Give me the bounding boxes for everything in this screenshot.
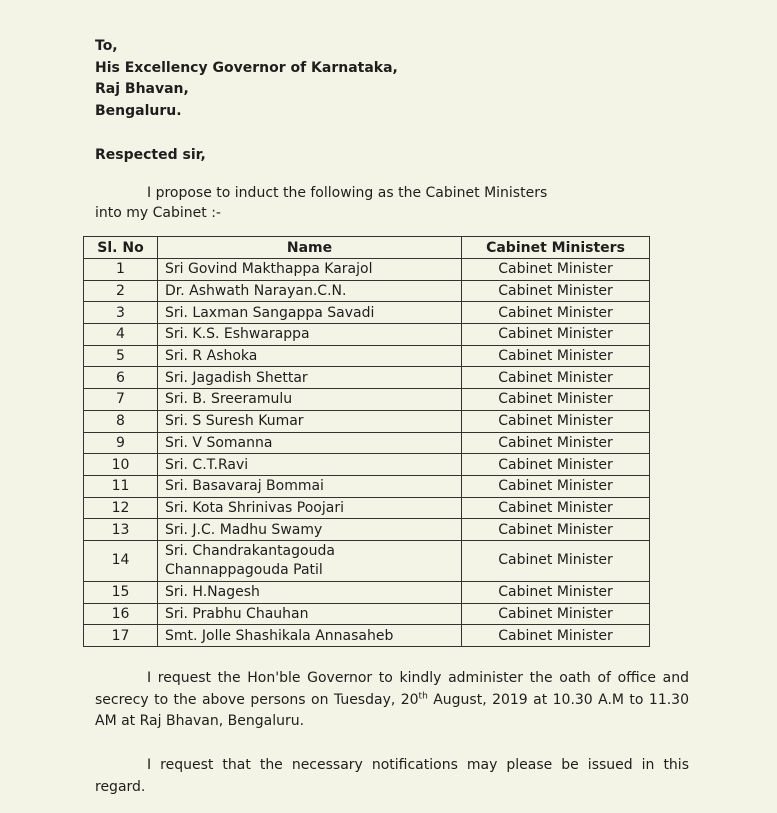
row-sl: 11 bbox=[84, 475, 158, 497]
notification-request-paragraph bbox=[95, 755, 689, 798]
row-name: Sri. C.T.Ravi bbox=[158, 454, 462, 476]
row-name: Sri. Laxman Sangappa Savadi bbox=[158, 302, 462, 324]
oath-request-part-2: August, 2019 at 10.30 A.M to 11.30 AM at Raj Bhavan, Bengaluru. bbox=[95, 691, 689, 729]
address-line-city: Bengaluru. bbox=[95, 102, 182, 119]
row-name bbox=[158, 540, 462, 581]
row-sl: 12 bbox=[84, 497, 158, 519]
table-row bbox=[84, 625, 650, 647]
notification-request-text: I request that the necessary notifications may please be issued in this regard. bbox=[95, 757, 689, 795]
row-role: Cabinet Minister bbox=[462, 345, 650, 367]
row-name: Sri. R Ashoka bbox=[158, 345, 462, 367]
intro-line-2: into my Cabinet :- bbox=[95, 205, 221, 221]
row-role: Cabinet Minister bbox=[462, 454, 650, 476]
table-row bbox=[84, 280, 650, 302]
row-sl: 15 bbox=[84, 581, 158, 603]
header-sl-no: Sl. No bbox=[84, 237, 158, 259]
row-name: Sri. Basavaraj Bommai bbox=[158, 475, 462, 497]
row-sl: 16 bbox=[84, 603, 158, 625]
row-sl: 2 bbox=[84, 280, 158, 302]
table-row bbox=[84, 603, 650, 625]
row-name: Sri. Kota Shrinivas Poojari bbox=[158, 497, 462, 519]
row-sl: 17 bbox=[84, 625, 158, 647]
row-sl: 1 bbox=[84, 259, 158, 281]
row-role: Cabinet Minister bbox=[462, 280, 650, 302]
row-role: Cabinet Minister bbox=[462, 324, 650, 346]
intro-paragraph bbox=[95, 183, 655, 223]
row-name-line-2: Channappagouda Patil bbox=[165, 561, 323, 578]
table-row bbox=[84, 389, 650, 411]
table-row bbox=[84, 475, 650, 497]
row-role: Cabinet Minister bbox=[462, 389, 650, 411]
row-name: Dr. Ashwath Narayan.C.N. bbox=[158, 280, 462, 302]
oath-request-paragraph bbox=[95, 668, 689, 733]
row-sl: 3 bbox=[84, 302, 158, 324]
row-role: Cabinet Minister bbox=[462, 540, 650, 581]
row-name: Sri. Jagadish Shettar bbox=[158, 367, 462, 389]
row-role: Cabinet Minister bbox=[462, 497, 650, 519]
row-name-line-1: Sri. Chandrakantagouda bbox=[165, 542, 335, 559]
table-row bbox=[84, 345, 650, 367]
row-sl: 7 bbox=[84, 389, 158, 411]
table-row bbox=[84, 497, 650, 519]
row-sl: 5 bbox=[84, 345, 158, 367]
row-sl: 9 bbox=[84, 432, 158, 454]
salutation: Respected sir, bbox=[95, 147, 206, 163]
row-name: Sri. Prabhu Chauhan bbox=[158, 603, 462, 625]
oath-request-part-1: I request the Hon'ble Governor to kindly administer the oath of office and secrecy to the above persons on Tuesday, 20 bbox=[95, 670, 689, 708]
row-role: Cabinet Minister bbox=[462, 432, 650, 454]
header-cabinet-ministers: Cabinet Ministers bbox=[462, 237, 650, 259]
row-role: Cabinet Minister bbox=[462, 302, 650, 324]
row-name: Sri. S Suresh Kumar bbox=[158, 410, 462, 432]
row-role: Cabinet Minister bbox=[462, 410, 650, 432]
row-sl: 6 bbox=[84, 367, 158, 389]
row-sl: 8 bbox=[84, 410, 158, 432]
oath-date-suffix: th bbox=[418, 690, 428, 701]
table-row bbox=[84, 432, 650, 454]
row-role: Cabinet Minister bbox=[462, 581, 650, 603]
table-row bbox=[84, 581, 650, 603]
row-name: Sri. B. Sreeramulu bbox=[158, 389, 462, 411]
table-row bbox=[84, 410, 650, 432]
row-name: Sri. V Somanna bbox=[158, 432, 462, 454]
row-name: Smt. Jolle Shashikala Annasaheb bbox=[158, 625, 462, 647]
row-role: Cabinet Minister bbox=[462, 475, 650, 497]
address-line-to: To, bbox=[95, 38, 118, 54]
row-sl: 10 bbox=[84, 454, 158, 476]
table-row bbox=[84, 259, 650, 281]
row-name: Sri. J.C. Madhu Swamy bbox=[158, 519, 462, 541]
table-row bbox=[84, 540, 650, 581]
table-row bbox=[84, 519, 650, 541]
row-sl: 14 bbox=[84, 540, 158, 581]
row-name: Sri Govind Makthappa Karajol bbox=[158, 259, 462, 281]
row-role: Cabinet Minister bbox=[462, 367, 650, 389]
address-line-governor: His Excellency Governor of Karnataka, bbox=[95, 59, 398, 76]
row-role: Cabinet Minister bbox=[462, 603, 650, 625]
table-row bbox=[84, 324, 650, 346]
table-row bbox=[84, 302, 650, 324]
table-header-row bbox=[84, 237, 650, 259]
intro-line-1: I propose to induct the following as the Cabinet Ministers bbox=[147, 185, 548, 201]
cabinet-ministers-table bbox=[83, 236, 650, 647]
row-name: Sri. K.S. Eshwarappa bbox=[158, 324, 462, 346]
row-sl: 4 bbox=[84, 324, 158, 346]
header-name: Name bbox=[158, 237, 462, 259]
row-role: Cabinet Minister bbox=[462, 519, 650, 541]
row-role: Cabinet Minister bbox=[462, 259, 650, 281]
address-line-raj-bhavan: Raj Bhavan, bbox=[95, 81, 189, 97]
table-row bbox=[84, 454, 650, 476]
recipient-address bbox=[95, 36, 398, 122]
row-name: Sri. H.Nagesh bbox=[158, 581, 462, 603]
row-role: Cabinet Minister bbox=[462, 625, 650, 647]
table-row bbox=[84, 367, 650, 389]
row-sl: 13 bbox=[84, 519, 158, 541]
